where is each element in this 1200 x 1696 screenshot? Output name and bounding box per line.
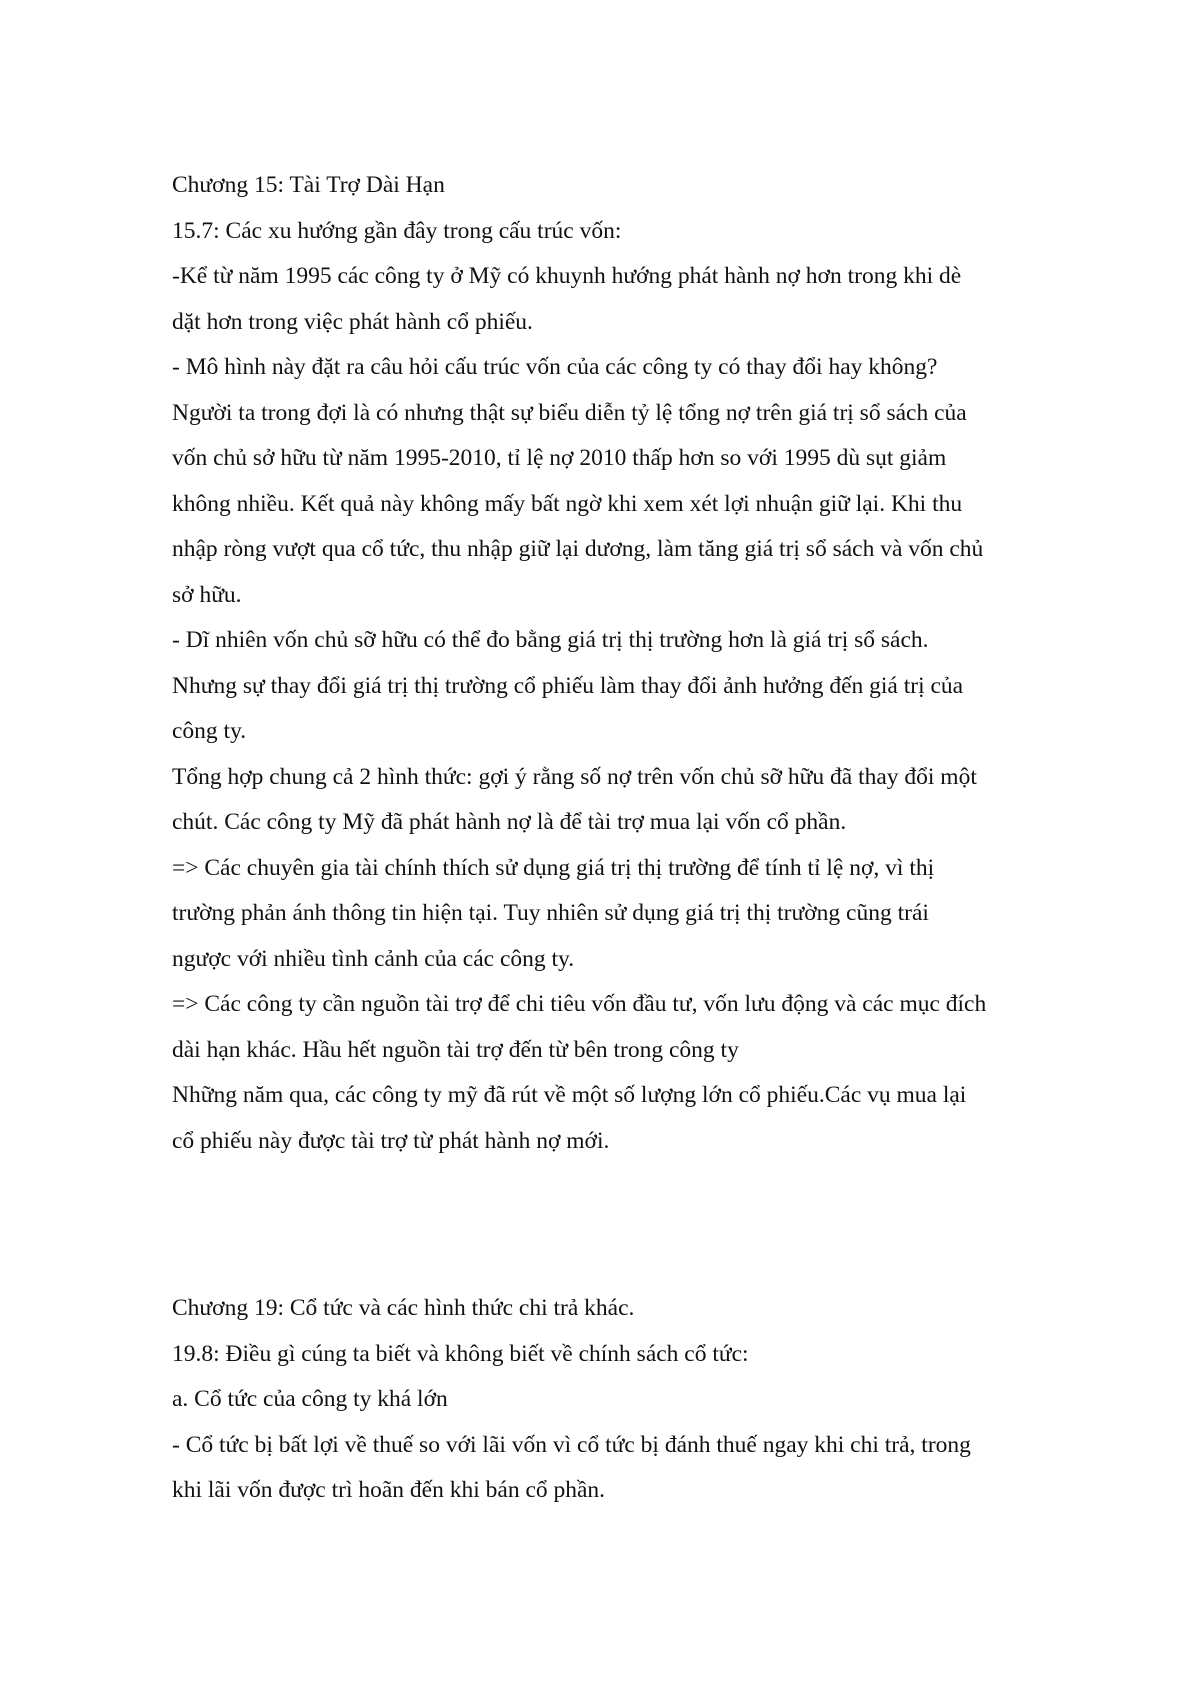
paragraph-line: => Các chuyên gia tài chính thích sử dụng giá trị thị trường để tính tỉ lệ nợ, vì thị: [172, 854, 935, 881]
paragraph-line: dặt hơn trong việc phát hành cổ phiếu.: [172, 308, 533, 335]
chapter-title: Chương 15: Tài Trợ Dài Hạn: [172, 172, 445, 198]
paragraph-line: ngược với nhiều tình cảnh của các công ty.: [172, 945, 575, 972]
paragraph-line: công ty.: [172, 718, 247, 744]
paragraph-line: - Cổ tức bị bất lợi về thuế so với lãi vốn vì cổ tức bị đánh thuế ngay khi chi trả, trong: [172, 1431, 971, 1458]
paragraph-line: trường phản ánh thông tin hiện tại. Tuy nhiên sử dụng giá trị thị trường cũng trái: [172, 900, 929, 926]
paragraph-line: - Mô hình này đặt ra câu hỏi cấu trúc vốn của các công ty có thay đổi hay không?: [172, 354, 938, 380]
paragraph-line: => Các công ty cần nguồn tài trợ để chi tiêu vốn đầu tư, vốn lưu động và các mục đích: [172, 991, 987, 1017]
section-heading: 19.8: Điều gì cúng ta biết và không biết về chính sách cổ tức:: [172, 1340, 749, 1367]
paragraph-line: dài hạn khác. Hầu hết nguồn tài trợ đến từ bên trong công ty: [172, 1036, 739, 1063]
paragraph-line: khi lãi vốn được trì hoãn đến khi bán cổ phần.: [172, 1477, 606, 1503]
paragraph-line: sở hữu.: [172, 581, 242, 608]
paragraph-line: Những năm qua, các công ty mỹ đã rút về một số lượng lớn cổ phiếu.Các vụ mua lại: [172, 1082, 967, 1108]
section-chapter-15: [172, 163, 1102, 1164]
paragraph-line: chút. Các công ty Mỹ đã phát hành nợ là để tài trợ mua lại vốn cổ phần.: [172, 809, 847, 835]
section-heading: 15.7: Các xu hướng gần đây trong cấu trúc vốn:: [172, 217, 622, 244]
paragraph-line: - Dĩ nhiên vốn chủ sỡ hữu có thể đo bằng giá trị thị trường hơn là giá trị sổ sách.: [172, 627, 929, 653]
paragraph-line: -Kể từ năm 1995 các công ty ở Mỹ có khuynh hướng phát hành nợ hơn trong khi dè: [172, 263, 962, 289]
paragraph-line: vốn chủ sở hữu từ năm 1995-2010, tỉ lệ nợ 2010 thấp hơn so với 1995 dù sụt giảm: [172, 445, 947, 471]
chapter-title: Chương 19: Cổ tức và các hình thức chi trả khác.: [172, 1295, 635, 1321]
paragraph-line: Tổng hợp chung cả 2 hình thức: gợi ý rằng số nợ trên vốn chủ sỡ hữu đã thay đổi một: [172, 763, 977, 790]
paragraph-line: a. Cổ tức của công ty khá lớn: [172, 1386, 448, 1412]
paragraph-line: không nhiều. Kết quả này không mấy bất ngờ khi xem xét lợi nhuận giữ lại. Khi thu: [172, 490, 963, 517]
paragraph-line: nhập ròng vượt qua cổ tức, thu nhập giữ lại dương, làm tăng giá trị sổ sách và vốn chủ: [172, 536, 984, 562]
section-chapter-19: [172, 1286, 1102, 1514]
paragraph-line: Nhưng sự thay đổi giá trị thị trường cổ phiếu làm thay đổi ảnh hưởng đến giá trị của: [172, 672, 964, 699]
paragraph-line: cổ phiếu này được tài trợ từ phát hành nợ mới.: [172, 1127, 610, 1154]
paragraph-line: Người ta trong đợi là có nhưng thật sự biểu diễn tỷ lệ tổng nợ trên giá trị sổ sách của: [172, 399, 967, 426]
